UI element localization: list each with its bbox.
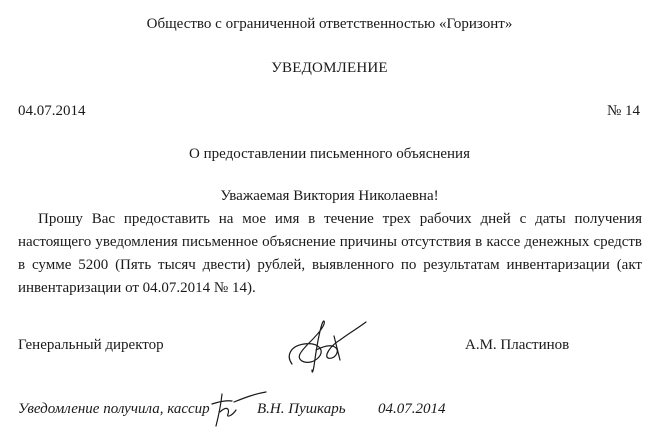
body-paragraph: Прошу Вас предоставить на мое имя в течение трех рабочих дней с даты получения настоящего уведомления письменное объяснение причины отсутствия в кассе денежных средств в сумме 5200 (Пять тысяч двести) рублей, выявленного по результатам инвентаризации (акт инвентаризации от 04.07.2014 № 14).: [18, 211, 642, 296]
cashier-name: В.Н. Пушкарь: [257, 401, 346, 417]
document-title: УВЕДОМЛЕНИЕ: [271, 60, 388, 76]
director-name: А.М. Пластинов: [465, 337, 570, 353]
document-number: № 14: [606, 103, 640, 119]
organization-name: Общество с ограниченной ответственностью «Горизонт»: [146, 16, 513, 32]
greeting: Уважаемая Виктория Николаевна!: [220, 188, 439, 204]
director-signature: [282, 316, 372, 376]
document-subject: О предоставлении письменного объяснения: [189, 146, 470, 162]
director-title: Генеральный директор: [18, 337, 164, 353]
receipt-date: 04.07.2014: [378, 401, 446, 417]
receipt-label: Уведомление получила, кассир: [18, 401, 210, 417]
document-date: 04.07.2014: [18, 103, 86, 119]
